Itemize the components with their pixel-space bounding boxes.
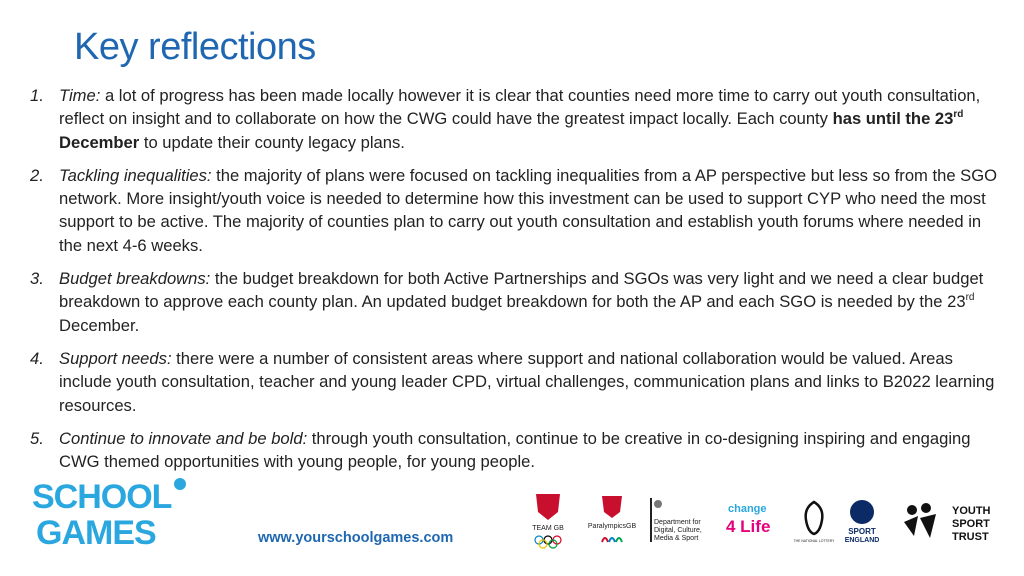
ordinal-suffix: rd [953, 109, 964, 121]
change4life-logo [724, 500, 780, 542]
four-life-text: 4 Life [726, 517, 771, 536]
item-number: 5. [30, 428, 44, 448]
ordinal-suffix: rd [965, 292, 975, 304]
sport-england-logo [842, 498, 882, 544]
deadline-text: has until the 23 [832, 109, 954, 129]
logo-school-text: SCHOOL [32, 478, 172, 516]
youth-sport-trust-logo [900, 500, 996, 546]
item-number: 3. [30, 269, 44, 289]
crest-icon [654, 500, 662, 508]
logo-games-text: GAMES [36, 514, 156, 552]
item-heading: Continue to innovate and be bold: [59, 428, 308, 448]
deadline-month: December [59, 132, 140, 152]
list-item [30, 267, 1000, 337]
change-text: change [728, 503, 767, 515]
item-text: the budget breakdown for both Active Partnerships and SGOs was very light and we need a clear budget breakdown to approve each county plan. An updated budget breakdown for both the AP and each SGO is needed by the 23 [59, 269, 984, 312]
lottery-text: THE NATIONAL LOTTERY [793, 539, 835, 543]
item-text: there were a number of consistent areas where support and national collaboration would be valued. Areas include youth consultation, teacher and young leader CPD, virtual challenges, communication plans and links to B2022 learning resources. [59, 348, 995, 415]
yst-text-3: TRUST [952, 531, 989, 543]
item-heading: Tackling inequalities: [59, 165, 212, 185]
england-text: ENGLAND [844, 537, 880, 544]
slide-title: Key reflections [74, 26, 316, 68]
item-text: the majority of plans were focused on tackling inequalities from a AP perspective but less so from the SGO network. More insight/youth voice is needed to determine how this investment can be used to support CYP who need the most support to be active. The majority of counties plan to carry out youth consultation and establish youth forums where needed in the next 4-6 weeks. [59, 165, 998, 255]
item-text-end: to update their county legacy plans. [139, 132, 405, 152]
dcms-text-1: Department for [654, 519, 701, 526]
lion-icon [536, 494, 560, 520]
team-gb-logo [528, 490, 568, 548]
item-text-end: December. [59, 315, 140, 335]
sport-england-icon [850, 500, 874, 524]
item-heading: Time: [59, 86, 101, 105]
list-item [30, 164, 1000, 257]
dcms-logo [648, 496, 708, 546]
school-games-logo [30, 476, 200, 552]
website-link[interactable]: www.yourschoolgames.com [258, 530, 454, 546]
figure-head-icon [174, 478, 186, 490]
list-item [30, 427, 1000, 474]
national-lottery-logo [793, 498, 835, 544]
list-item [30, 347, 1000, 417]
team-gb-text: TEAM GB [532, 525, 564, 532]
item-text: a lot of progress has been made locally however it is clear that counties need more time to carry out youth consultation, reflect on insight and to collaborate on how the CWG could have the greatest impact locally. Each county [59, 86, 981, 129]
item-heading: Support needs: [59, 348, 172, 368]
item-text: through youth consultation, continue to be creative in co-designing inspiring and engaging CWG themed opportunities with young people, for young people. [59, 428, 971, 472]
yst-text-1: YOUTH [952, 505, 991, 517]
list-item [30, 84, 1000, 154]
yst-text-2: SPORT [952, 518, 990, 530]
sport-text: SPORT [848, 527, 876, 536]
item-heading: Budget breakdowns: [59, 269, 211, 289]
item-number: 4. [30, 348, 44, 368]
dcms-text-3: Media & Sport [654, 535, 699, 542]
paralympics-gb-logo [588, 490, 636, 548]
paralympics-text: ParalympicsGB [587, 523, 637, 530]
crossed-fingers-icon [806, 502, 823, 534]
item-number: 1. [30, 86, 44, 105]
item-number: 2. [30, 165, 44, 185]
lion-icon [602, 496, 622, 518]
reflections-list [30, 84, 1000, 483]
dcms-text-2: Digital, Culture, [654, 527, 702, 534]
